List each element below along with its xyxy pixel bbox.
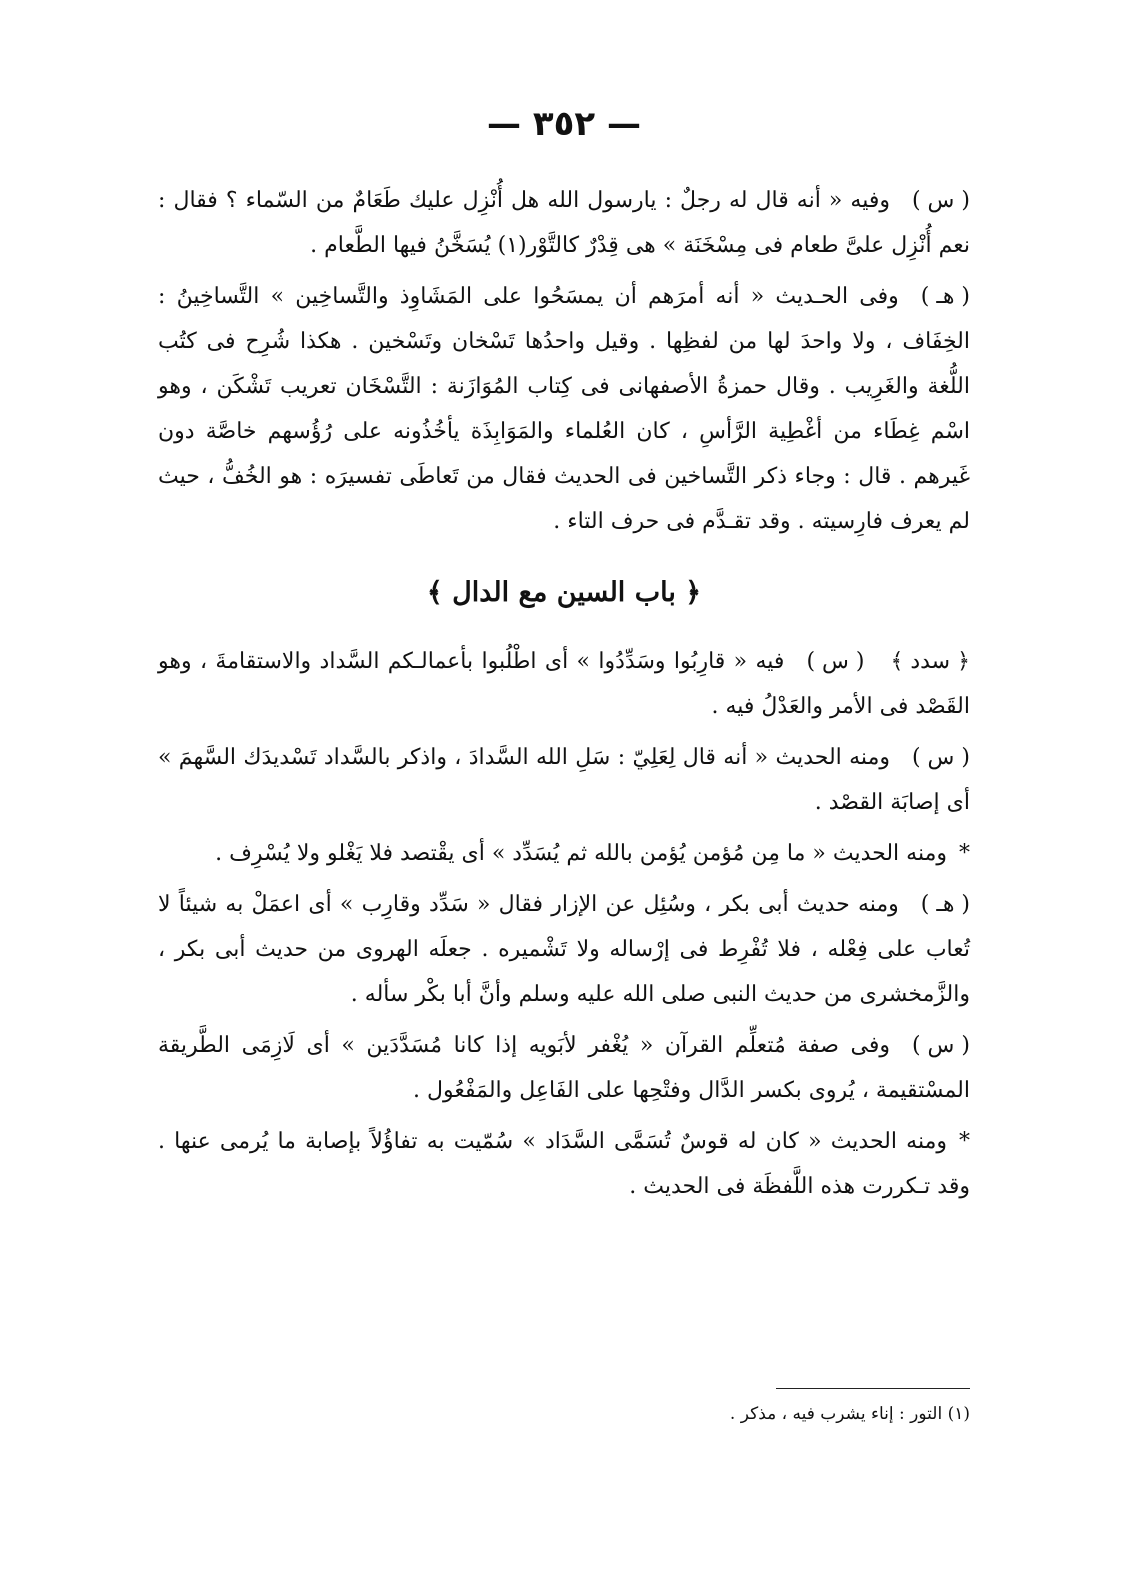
entry-head-word: ﴿ سدد ﴾ [890,649,970,674]
paragraph [158,274,970,544]
entry [158,1023,970,1113]
paragraph-text: وفيه « أنه قال له رجلٌ : يارسول الله هل أُنْزِل عليك طَعَامٌ من السّماء ؟ فقال : نعم أُنْزِل علىَّ طعام فى مِسْخَنَة » هى قِدْرٌ كالتَّوْر(١) يُسَخَّنُ فيها الطَّعام . [158,188,970,258]
source-tag: ( هـ ) [920,284,970,309]
source-tag: ( س ) [806,649,865,674]
entry-text: ومنه الحديث « كان له قوسٌ تُسَمَّى السَّدَاد » سُمّيت به تفاؤُلاً بإصابة ما يُرمى عنها . وقد تـكررت هذه اللَّفظَة فى الحديث . [158,1129,970,1199]
star-marker: * [959,1129,970,1154]
entry-text: ومنه الحديث « ما مِن مُؤمن يُؤمن بالله ثم يُسَدِّد » أى يقْتصد فلا يَغْلو ولا يُسْرِف . [215,841,947,866]
source-tag: ( س ) [911,188,970,213]
footnote-divider [776,1388,970,1389]
section-heading: ﴿ باب السين مع الدال ﴾ [426,577,702,608]
entry [158,831,970,876]
entry [158,735,970,825]
paragraph-text: وفى الحـديث « أنه أمرَهم أن يمسَحُوا على المَشَاوِذ والتَّساخِين » التَّساخِينُ : الخِفَاف ، ولا واحدَ لها من لفظِها . وقيل واحدُها تَسْخان وتَسْخين . هكذا شُرِح فى كتُب اللُّغة والغَرِيب . وقال حمزةُ الأصفهانى فى كِتاب المُوَازَنة : التَّسْخَان تعريب تَشْكَن ، وهو اسْم غِطَاء من أغْطِية الرَّأسِ ، كان العُلماء والمَوَابِذَة يأخُذُونه على رُؤُسهم خاصَّة دون غَيرهم . قال : وجاء ذكر التَّساخين فى الحديث فقال من تَعاطَى تفسيرَه : هو الخُفُّ ، حيث لم يعرف فارِسيته . وقد تقـدَّم فى حرف التاء . [158,284,970,534]
entry-text: فيه « قارِبُوا وسَدِّدُوا » أى اطْلُبوا بأعمالـكم السَّداد والاستقامةَ ، وهو القَصْد فى الأمر والعَدْلُ فيه . [158,649,970,719]
star-marker: * [959,841,970,866]
entry-text: ومنه حديث أبى بكر ، وسُئِل عن الإزار فقال « سَدِّد وقارِب » أى اعمَلْ به شيئاً لا تُعاب على فِعْله ، فلا تُفْرِط فى إرْساله ولا تَشْميره . جعلَه الهروى من حديث أبى بكر ، والزَّمخشرى من حديث النبى صلى الله عليه وسلم وأنَّ أبا بكْر سأله . [158,892,970,1007]
entry-text: ومنه الحديث « أنه قال لِعَلِيّ : سَلِ الله السَّدادَ ، واذكر بالسَّداد تَسْديدَك السَّهمَ » أى إصابَة القصْد . [158,745,970,815]
entry [158,882,970,1017]
footnote: (١) التور : إناء يشرب فيه ، مذكر . [729,1404,970,1424]
source-tag: ( س ) [911,1033,970,1058]
main-text [158,178,970,1215]
paragraph [158,178,970,268]
page-number: — ٣٥٢ — [487,104,641,144]
entry [158,1119,970,1209]
source-tag: ( س ) [911,745,970,770]
entry-text: وفى صفة مُتعلِّم القرآن « يُغْفر لأبَويه إذا كانا مُسَدَّدَين » أى لَازِمَى الطَّريقة المسْتقيمة ، يُروى بكسر الدَّال وفتْحِها على الفَاعِل والمَفْعُول . [158,1033,970,1103]
entry [158,639,970,729]
source-tag: ( هـ ) [920,892,970,917]
